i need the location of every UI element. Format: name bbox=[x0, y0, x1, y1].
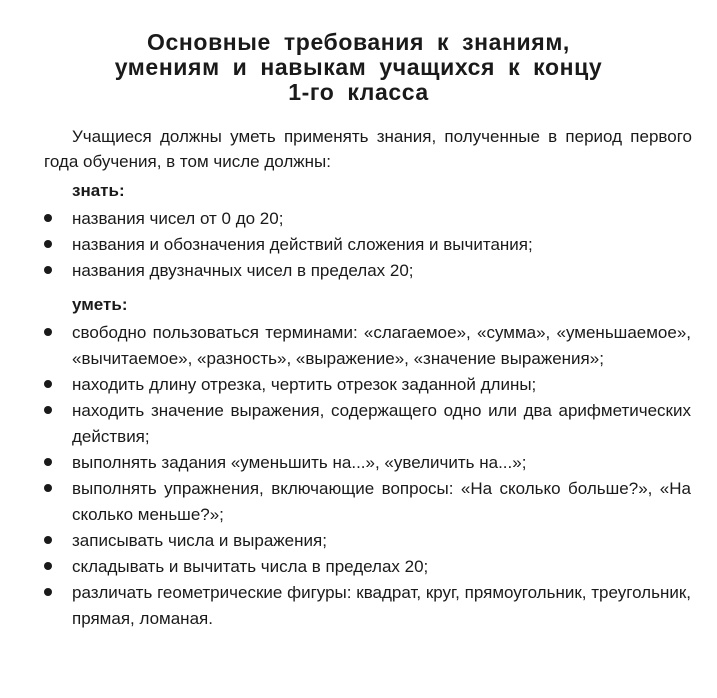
bullet-icon bbox=[44, 588, 52, 596]
title-line-2: умениям и навыкам учащихся к концу bbox=[114, 54, 603, 80]
know-heading: знать: bbox=[72, 181, 125, 200]
intro-paragraph: Учащиеся должны уметь применять знания, полученные в период первого года обучения, в том числе должны: bbox=[44, 127, 692, 171]
list-item: находить длину отрезка, чертить отрезок заданной длины; bbox=[0, 372, 717, 398]
title-line-3: 1-го класса bbox=[288, 79, 429, 105]
bullet-icon bbox=[44, 458, 52, 466]
bullet-icon bbox=[44, 406, 52, 414]
list-item: названия двузначных чисел в пределах 20; bbox=[0, 258, 717, 284]
know-list bbox=[0, 206, 717, 284]
bullet-icon bbox=[44, 484, 52, 492]
list-item: названия и обозначения действий сложения и вычитания; bbox=[0, 232, 717, 258]
list-item: различать геометрические фигуры: квадрат, круг, прямоугольник, треугольник, прямая, ломаная. bbox=[0, 580, 717, 632]
page-title bbox=[0, 30, 717, 105]
bullet-icon bbox=[44, 380, 52, 388]
bullet-icon bbox=[44, 266, 52, 274]
can-list bbox=[0, 320, 717, 632]
list-item: свободно пользоваться терминами: «слагаемое», «сумма», «уменьшаемое», «вычитаемое», «разность», «выражение», «значение выражения»; bbox=[0, 320, 717, 372]
list-item: записывать числа и выражения; bbox=[0, 528, 717, 554]
bullet-icon bbox=[44, 240, 52, 248]
bullet-icon bbox=[44, 536, 52, 544]
list-item: выполнять упражнения, включающие вопросы: «На сколько больше?», «На сколько меньше?»; bbox=[0, 476, 717, 528]
bullet-icon bbox=[44, 214, 52, 222]
list-item: находить значение выражения, содержащего одно или два арифметических действия; bbox=[0, 398, 717, 450]
list-item: названия чисел от 0 до 20; bbox=[0, 206, 717, 232]
list-item: выполнять задания «уменьшить на...», «увеличить на...»; bbox=[0, 450, 717, 476]
bullet-icon bbox=[44, 328, 52, 336]
can-heading: уметь: bbox=[72, 295, 128, 314]
title-line-1: Основные требования к знаниям, bbox=[147, 29, 570, 55]
list-item: складывать и вычитать числа в пределах 20; bbox=[0, 554, 717, 580]
bullet-icon bbox=[44, 562, 52, 570]
